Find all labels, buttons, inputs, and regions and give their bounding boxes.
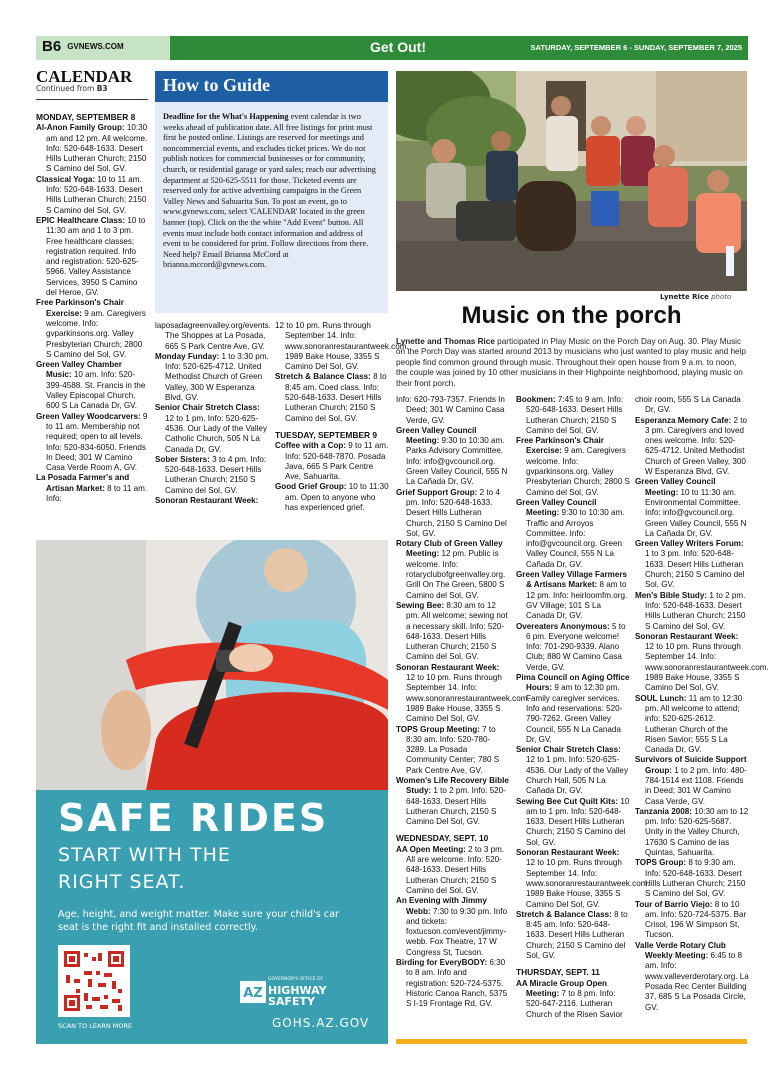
calendar-listing <box>396 725 510 776</box>
listing-title: Women's Life Recovery Bible Study: <box>396 775 509 796</box>
photo-credit <box>660 293 731 301</box>
listing-title: Sewing Bee Cut Quilt Kits: <box>516 796 619 806</box>
listing-title: Valle Verde Rotary Club Weekly Meeting: <box>635 940 726 961</box>
listing-title: Classical Yoga: <box>36 174 96 184</box>
section-banner <box>170 36 748 60</box>
listing-details: 1 to 2 pm. Info: 520-648-1633. Desert Hills Lutheran Church; 2150 S Camino del Sol, GV. <box>645 590 746 631</box>
calendar-listing <box>516 436 630 498</box>
logo-mark-text: AZ <box>243 986 263 1001</box>
listing-title: Bookmen: <box>516 395 556 404</box>
listing-title: Monday Funday: <box>155 351 220 361</box>
listing-title: EPIC Healthcare Class: <box>36 215 126 225</box>
calendar-listing <box>155 455 269 496</box>
calendar-listing <box>396 601 510 663</box>
how-to-guide-body <box>155 102 388 271</box>
calendar-listing <box>396 426 510 488</box>
listing-title: TOPS Group: <box>635 858 687 868</box>
ad-subtitle-line-2: RIGHT SEAT. <box>58 871 186 893</box>
page-number: B6 <box>42 38 62 55</box>
listing-details: 9:30 to 10:30 am. Traffic and Arroyos Committee. Info: info@gvcouncil.org. Green Valley Council, 555 N La Cañada Dr, GV. <box>526 508 625 569</box>
listing-details: 10 to 11 am. Info: 520-648-1633. Desert Hills Lutheran Church; 2150 S Camino del Sol, GV. <box>46 174 147 215</box>
listing-title: Senior Chair Stretch Class: <box>516 745 621 755</box>
page-number-box <box>36 36 170 60</box>
story-caption <box>396 337 747 389</box>
listing-title: La Posada Farmer's and Artisan Market: <box>36 473 130 493</box>
calendar-title: CALENDAR <box>36 67 133 86</box>
calendar-listing <box>635 539 749 590</box>
calendar-listing <box>155 352 269 403</box>
listing-details: 12 to 1 pm. Info: 520-625-4536. Our Lady of the Valley Catholic Church, 505 N La Canada Dr, GV. <box>165 413 267 454</box>
listing-details: 8 to 8:45 am. Coed class. Info: 520-648-1633. Desert Hills Lutheran Church; 2150 S Camino del Sol, GV. <box>285 372 387 423</box>
calendar-listing <box>635 631 769 694</box>
calendar-listing <box>516 395 630 436</box>
listing-title: Grief Support Group: <box>396 487 478 497</box>
day-heading: THURSDAY, SEPT. 11 <box>516 967 600 978</box>
listing-title: Sonoran Restaurant Week: <box>516 848 620 858</box>
how-to-lead: Deadline for the What's Happening <box>163 112 289 121</box>
photo-credit-name: Lynette Rice <box>660 293 709 301</box>
calendar-listing <box>275 372 389 423</box>
calendar-listing <box>396 395 510 426</box>
calendar-listing <box>516 622 630 673</box>
calendar-column-5 <box>516 395 650 1020</box>
continued-page: B3 <box>96 84 108 93</box>
listing-title: Free Parkinson's Chair Exercise: <box>36 298 124 318</box>
listing-details: 10:30 am and 12 pm. All welcome. Info: 520-648-1633. Desert Hills Lutheran Church; 2150 S Camino del Sol, GV. <box>46 123 148 174</box>
listing-title: Tanzania 2008: <box>635 806 692 816</box>
listing-details: 6:45 to 8 am. Info: www.valleverderotary.org. La Posada Rec Center Building 37, 685 S La Posada Circle, GV. <box>645 951 749 1012</box>
listing-details: 1 to 3:30 pm. Info: 520-625-4712. United Methodist Church of Green Valley, 300 W Esperanza Blvd, GV. <box>165 351 269 403</box>
listing-title: Green Valley Writers Forum: <box>635 539 744 549</box>
calendar-listing <box>635 941 749 1013</box>
listing-details: 2 to 3 pm. All are welcome. Info: 520-648-1633. Desert Hills Lutheran Church; 2150 S Camino del Sol, GV. <box>406 844 505 895</box>
listing-title: Sonoran Restaurant Week: <box>635 631 739 641</box>
calendar-listing <box>635 395 749 416</box>
ad-subtitle-line-1: START WITH THE <box>58 844 231 866</box>
listing-details: 10 am to 1 pm. Info: 520-648-1633. Desert Hills Lutheran Church; 2150 S Camino del Sol, GV. <box>526 796 630 847</box>
calendar-column-4 <box>396 395 530 1010</box>
calendar-listing <box>36 412 148 474</box>
listing-title: AA Open Meeting: <box>396 844 466 854</box>
listing-details: 8 to 8:45 am. Info: 520-648-1633. Desert Hills Lutheran Church; 2150 S Camino del Sol, GV. <box>526 909 628 961</box>
listing-details: 9 am. Caregivers welcome. Info: gvparkinsons.org. Valley Presbyterian Church; 2800 S Camino del Sol, GV. <box>526 446 630 497</box>
photo-credit-label: photo <box>711 293 732 301</box>
calendar-listing <box>516 979 630 1020</box>
site-name[interactable]: GVNEWS.COM <box>67 42 124 51</box>
listing-details: 8 to 11 am. Info: <box>46 483 148 503</box>
listing-title: Coffee with a Cop: <box>275 441 347 451</box>
listing-title: Pima Council on Aging Office Hours: <box>516 673 630 693</box>
calendar-continued <box>36 84 108 93</box>
how-to-guide-title: How to Guide <box>155 71 388 102</box>
calendar-listing <box>635 416 749 478</box>
listing-details: 1 to 2 pm. Info: 480-784-1514 ext 1108. Friends in Deed; 301 W Camino Casa Verde, GV. <box>645 765 747 806</box>
calendar-listing <box>36 216 148 298</box>
story-headline: Music on the porch <box>461 302 682 329</box>
listing-details: 7 to 8:30 am. Info: 520-780-3289. La Posada Community Center; 780 S Park Centre Ave, GV. <box>406 724 500 775</box>
musicians-photo-illustration <box>396 71 747 291</box>
listing-title: Green Valley Council Meeting: <box>396 425 477 446</box>
listing-title: Sober Sisters: <box>155 454 210 464</box>
listing-title: Sewing Bee: <box>396 600 445 610</box>
listing-title: Sonoran Restaurant Week: <box>155 496 259 506</box>
calendar-listing <box>36 360 148 411</box>
how-to-text: event calendar is two weeks ahead of publication date. All free listings for print must first be posted online. Listings are reserved for meetings and noncommercial events, and excludes ticket prices. We do not publish notices for commercial businesses or for community, church, or residential garage or yard sales; reach our advertising department at 520-625-5511 for those. Ticketed events are reserved only for active advertising campaigns in the Green Valley News and Sahuarita Sun. To post an event, go to www.gvnews.com, select 'CALENDAR' located in the green banner (top). Click on the the white "Add Event" button. All events must include both contact information and address of event to be considered for print. Follow directions from there. Need help? Email Brianna McCord at brianna.mccord@gvnews.com. <box>163 112 376 270</box>
listing-details: 2 to 4 pm. Info: 520-648-1633. Desert Hills Lutheran Church, 2150 S Camino Del Sol, GV. <box>406 487 507 538</box>
day-heading: MONDAY, SEPTEMBER 8 <box>36 112 136 122</box>
listing-title: Stretch & Balance Class: <box>275 372 371 382</box>
listing-title: Survivors of Suicide Support Group: <box>635 755 747 775</box>
listing-title: Green Valley Village Farmers & Artisans Market: <box>516 570 627 590</box>
highway-safety-label <box>268 985 327 1007</box>
day-heading: TUESDAY, SEPTEMBER 9 <box>275 429 378 440</box>
calendar-listing <box>396 662 530 725</box>
calendar-listing <box>396 845 510 896</box>
listing-details: 8 to 10 am. Info: 520-724-5375. Bar Crisol, 196 W Simpson St, Tucson. <box>645 899 747 940</box>
listing-details: 12 to 10 pm. Runs through September 14. Info: www.sonoranrestaurantweek.com. 1989 Bake House, 3355 S Camino Del Sol, GV. <box>526 858 650 909</box>
listing-details: 12 to 10 pm. Runs through September 14. Info: www.sonoranrestaurantweek.com. 1989 Bake House, 3355 S Camino Del Sol, GV. <box>645 642 769 693</box>
listing-title: Rotary Club of Green Valley Meeting: <box>396 539 503 559</box>
calendar-listing <box>635 755 749 806</box>
calendar-listing <box>516 673 630 745</box>
calendar-listing <box>516 848 650 910</box>
calendar-column-6 <box>635 395 769 1013</box>
qr-code-icon <box>62 949 126 1013</box>
ad-title: SAFE RIDES <box>58 796 329 840</box>
listing-details: laposadagreenvalley.org/events. The Shoppes at La Posada, 665 S Park Centre Ave, GV. <box>155 321 271 351</box>
qr-code[interactable] <box>58 945 130 1017</box>
calendar-listing <box>396 488 510 539</box>
listing-title: TOPS Group Meeting: <box>396 724 480 734</box>
listing-title: Sonoran Restaurant Week: <box>396 662 500 672</box>
calendar-listing <box>635 591 749 632</box>
listing-details: 1 to 3 pm. Info: 520-648-1633. Desert Hills Lutheran Church; 2150 S Camino del Sol, GV. <box>645 549 745 590</box>
listing-details: 9 am. Caregivers welcome. Info: gvparkinsons.org. Valley Presbyterian Church; 2800 S Camino del Sol, GV. <box>46 308 146 359</box>
listing-title: Green Valley Council Meeting: <box>516 497 597 518</box>
listing-details: 12 to 10 pm. Runs through September 14. Info: www.sonoranrestaurantweek.com. 1989 Bake House, 3355 S Camino Del Sol, GV. <box>275 321 409 372</box>
listing-title: An Evening with Jimmy Webb: <box>396 896 487 916</box>
ad-url-link[interactable]: GOHS.AZ.GOV <box>272 1016 370 1030</box>
calendar-listing <box>516 745 630 796</box>
page-header <box>36 36 748 60</box>
listing-details: 1 to 2 pm. Info: 520-648-1633. Desert Hills Lutheran Church, 2150 S Camino Del Sol, GV. <box>406 786 506 827</box>
calendar-listing <box>275 441 389 482</box>
listing-details: 9 am to 12:30 pm. Family caregiver services. Info and reservations: 520-790-7262. Green Valley Council, 555 N La Canada Dr, GV. <box>526 683 623 744</box>
listing-details: 7:30 to 9:30 pm. Info and tickets: foxtucson.com/event/jimmy-webb. Fox Theatre, 17 W Congress St, Tucson. <box>406 906 508 957</box>
listing-title: Birding for EveryBODY: <box>396 958 488 968</box>
listing-details: choir room, 555 S La Canada Dr, GV. <box>635 395 741 415</box>
calendar-column-2 <box>155 321 269 506</box>
listing-details: 7 to 8 pm. Info: 520-647-2116. Lutheran Church of the Risen Savior <box>526 988 623 1019</box>
scan-label: SCAN TO LEARN MORE <box>58 1022 133 1030</box>
listing-details: 12 pm. Public is welcome. Info: rotaryclubofgreenvalley.org. Grill On The Green, 5800 S Camino del Sol, GV. <box>406 549 506 600</box>
accent-bar <box>396 1039 747 1044</box>
calendar-column-3 <box>275 321 409 513</box>
calendar-listing <box>635 900 749 941</box>
listing-details: 9:30 to 10:30 am. Parks Advisory Committee. Info: info@gvcouncil.org. Green Valley Council, 555 N La Cañada Dr, GV. <box>406 436 508 487</box>
section-title: Get Out! <box>370 39 426 55</box>
listing-title: Green Valley Chamber Music: <box>36 360 122 380</box>
safe-rides-ad[interactable] <box>36 540 388 1044</box>
calendar-listing <box>36 123 148 174</box>
listing-title: Al-Anon Family Group: <box>36 123 125 133</box>
car-seat-illustration <box>36 540 388 790</box>
listing-title: Esperanza Memory Cafe: <box>635 415 732 425</box>
listing-details: 8 am to 12 pm. Info: heirloomfm.org. GV Village; 101 S La Canada Dr, GV. <box>526 580 628 621</box>
arizona-logo-icon <box>240 981 266 1003</box>
listing-details: 8:30 am to 12 pm. All welcome; sewing not a necessary skill. Info: 520-648-1633. Desert Hills Lutheran Church; 2150 S Camino del Sol, GV. <box>406 600 508 662</box>
office-label: GOVERNOR'S OFFICE OF <box>268 977 324 982</box>
listing-details: 10 to 11:30 am. Environmental Committee. Info: info@gvcouncil.org. Green Valley Council, 555 N La Cañada Dr, GV. <box>645 487 747 538</box>
listing-details: 5 to 6 pm. Everyone welcome! Info: 701-290-9339. Alano Club; 880 W Camino Casa Verde, GV. <box>526 621 626 672</box>
calendar-listing <box>635 807 749 858</box>
listing-details: 11 am to 12:30 pm. All welcome to attend; info: 520-625-2612. Lutheran Church of the Risen Savior; 555 S La Canada Dr, GV. <box>645 693 743 755</box>
listing-title: Green Valley Woodcarvers: <box>36 411 141 421</box>
day-heading: WEDNESDAY, SEPT. 10 <box>396 833 489 844</box>
listing-title: SOUL Lunch: <box>635 693 687 703</box>
calendar-listing <box>396 896 510 958</box>
calendar-listing <box>36 175 148 216</box>
listing-details: 3 to 4 pm. Info: 520-648-1633. Desert Hills Lutheran Church; 2150 S Camino del Sol, GV. <box>165 454 267 495</box>
listing-details: 10 to 11:30 am. Open to anyone who has experienced grief. <box>285 482 389 513</box>
ad-body-text: Age, height, and weight matter. Make sure your child's car seat is the right fit and installed correctly. <box>58 909 339 933</box>
calendar-listing <box>155 321 269 352</box>
porch-music-photo <box>396 71 747 291</box>
calendar-listing <box>36 298 148 360</box>
org-line-1: HIGHWAY <box>268 984 327 997</box>
listing-details: 9 to 11 am. Membership not required; open to all levels. Info: 520-834-6050. Friends In Deed; 301 W Camino Casa Verde Room A, GV. <box>46 411 148 473</box>
calendar-listing <box>36 473 148 504</box>
listing-title: Green Valley Council Meeting: <box>635 477 716 497</box>
org-line-2: SAFETY <box>268 995 315 1008</box>
listing-details: 10 am. Info: 520-399-4588. St. Francis in the Valley Episcopal Church, 600 S La Canada Dr, GV. <box>46 370 146 411</box>
calendar-listing <box>635 694 749 756</box>
listing-details: 9 to 11 am. Info: 520-648-7870. Posada Java, 665 S Park Centre Ave, Sahuarita. <box>285 441 389 482</box>
calendar-listing <box>516 498 630 570</box>
listing-details: 2 to 3 pm. Caregivers and loved ones welcome. Info: 520-625-4712. United Methodist Church of Green Valley, 300 W Esperanza Blvd, GV. <box>645 415 748 477</box>
calendar-listing <box>635 477 749 539</box>
calendar-listing <box>635 858 749 899</box>
calendar-listing <box>396 958 510 1009</box>
caption-names: Lynette and Thomas Rice <box>396 337 495 346</box>
calendar-rule <box>36 99 148 100</box>
continued-prefix: Continued from <box>36 84 97 93</box>
calendar-listing <box>516 797 630 848</box>
listing-details: 7:45 to 9 am. Info: 520-648-1633. Desert Hills Lutheran Church; 2150 S Camino del Sol, GV. <box>526 395 624 435</box>
calendar-listing <box>516 570 630 621</box>
listing-details: 8 to 9:30 am. Info: 520-648-1633. Desert Hills Lutheran Church; 2150 S Camino del Sol, GV. <box>645 858 746 899</box>
listing-details: 6:30 to 8 am. Info and registration: 520-724-5375. Historic Canoa Ranch, 5375 S I-19 Frontage Rd, GV. <box>406 958 508 1009</box>
listing-title: Tour of Barrio Viejo: <box>635 899 713 909</box>
calendar-listing <box>396 776 510 827</box>
listing-details: 10:30 am to 12 pm. Info: 520-625-5687. Unity in the Valley Church, 17630 S Camino de las Quintas, Sahuarita. <box>645 806 749 858</box>
listing-title: Good Grief Group: <box>275 482 347 492</box>
calendar-listing <box>275 321 409 372</box>
listing-details: 12 to 1 pm. Info: 520-625-4536. Our Lady of the Valley Church Hall, 505 N La Cañada Dr, GV. <box>526 755 628 796</box>
listing-title: Senior Chair Stretch Class: <box>155 403 260 413</box>
calendar-listing <box>155 496 269 506</box>
calendar-listing <box>155 403 269 454</box>
caption-text: participated in Play Music on the Porch Day on Aug. 30. Play Music on the Porch Day was started around 2013 by musicians who just wanted to play music and help people find common ground through music. Throughout their open house from 9 a.m. to noon, the couple was joined by 10 other musicians in their Highpointe neighborhood, playing music on their front porch. <box>396 337 746 388</box>
listing-title: Overeaters Anonymous: <box>516 621 610 631</box>
how-to-guide-box <box>155 71 388 313</box>
calendar-listing <box>396 539 510 601</box>
listing-details: 12 to 10 pm. Runs through September 14. Info: www.sonoranrestaurantweek.com. 1989 Bake House, 3355 S Camino Del Sol, GV. <box>406 673 530 724</box>
issue-date: SATURDAY, SEPTEMBER 6 - SUNDAY, SEPTEMBER 7, 2025 <box>530 43 742 52</box>
listing-title: AA Miracle Group Open Meeting: <box>516 978 607 998</box>
listing-title: Free Parkinson's Chair Exercise: <box>516 436 604 456</box>
listing-details: 10 to 11:30 am and 1 to 3 pm. Free healthcare classes; registration required. Info and registration: 520-625-5966. Valley Assistance Services, 3950 S Camino del Heroe, GV. <box>46 215 146 298</box>
calendar-listing <box>516 910 630 961</box>
listing-details: Info: 620-793-7357. Friends In Deed; 301 W Camino Casa Verde, GV. <box>396 395 505 425</box>
calendar-column-1 <box>36 112 148 504</box>
calendar-listing <box>275 482 389 513</box>
listing-title: Men's Bible Study: <box>635 590 708 600</box>
listing-title: Stretch & Balance Class: <box>516 909 612 919</box>
